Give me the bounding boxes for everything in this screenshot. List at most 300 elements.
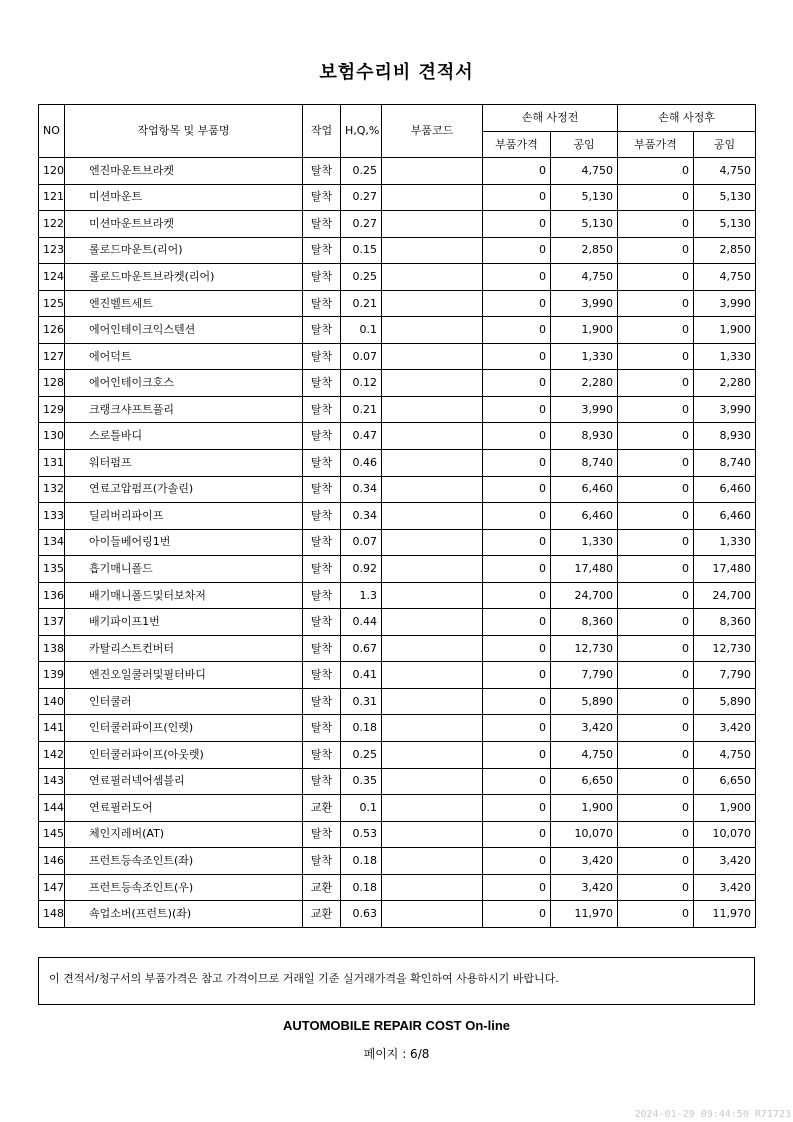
row-no: 125	[39, 290, 65, 317]
row-item-name: 미션마운트	[65, 184, 303, 211]
row-item-name: 배기매니폴드및터보차저	[65, 582, 303, 609]
row-before-part-price: 0	[483, 211, 551, 238]
row-before-part-price: 0	[483, 343, 551, 370]
row-work-type: 교환	[303, 901, 341, 928]
row-part-code	[382, 874, 483, 901]
table-row	[39, 874, 756, 901]
row-after-part-price: 0	[618, 343, 694, 370]
row-after-part-price: 0	[618, 158, 694, 185]
row-no: 130	[39, 423, 65, 450]
row-part-code	[382, 556, 483, 583]
row-item-name: 아이들베어링1번	[65, 529, 303, 556]
row-before-labor: 8,740	[551, 450, 618, 477]
row-no: 127	[39, 343, 65, 370]
table-row	[39, 343, 756, 370]
row-no: 129	[39, 396, 65, 423]
row-after-labor: 1,900	[694, 317, 756, 344]
row-hq: 0.1	[341, 795, 382, 822]
table-row	[39, 582, 756, 609]
row-before-labor: 3,420	[551, 848, 618, 875]
row-after-part-price: 0	[618, 211, 694, 238]
row-part-code	[382, 582, 483, 609]
row-work-type: 탈착	[303, 158, 341, 185]
row-before-part-price: 0	[483, 450, 551, 477]
row-before-part-price: 0	[483, 662, 551, 689]
row-after-part-price: 0	[618, 503, 694, 530]
row-item-name: 에어인테이크익스텐션	[65, 317, 303, 344]
row-no: 136	[39, 582, 65, 609]
row-no: 138	[39, 635, 65, 662]
row-work-type: 탈착	[303, 715, 341, 742]
table-row	[39, 503, 756, 530]
row-no: 148	[39, 901, 65, 928]
table-row	[39, 211, 756, 238]
row-before-labor: 12,730	[551, 635, 618, 662]
row-after-labor: 5,130	[694, 211, 756, 238]
row-work-type: 탈착	[303, 503, 341, 530]
row-item-name: 딜리버리파이프	[65, 503, 303, 530]
row-before-labor: 7,790	[551, 662, 618, 689]
row-before-part-price: 0	[483, 476, 551, 503]
row-item-name: 흡기매니폴드	[65, 556, 303, 583]
row-before-part-price: 0	[483, 821, 551, 848]
row-item-name: 엔진벨트세트	[65, 290, 303, 317]
row-after-labor: 10,070	[694, 821, 756, 848]
row-after-part-price: 0	[618, 184, 694, 211]
row-item-name: 쇽업소버(프런트)(좌)	[65, 901, 303, 928]
row-work-type: 탈착	[303, 529, 341, 556]
row-after-labor: 4,750	[694, 158, 756, 185]
row-no: 132	[39, 476, 65, 503]
row-hq: 0.35	[341, 768, 382, 795]
row-after-labor: 3,420	[694, 848, 756, 875]
row-after-labor: 3,420	[694, 874, 756, 901]
row-no: 146	[39, 848, 65, 875]
row-hq: 0.44	[341, 609, 382, 636]
row-hq: 0.18	[341, 715, 382, 742]
row-before-labor: 3,990	[551, 396, 618, 423]
row-part-code	[382, 742, 483, 769]
row-work-type: 탈착	[303, 635, 341, 662]
row-part-code	[382, 184, 483, 211]
row-hq: 0.18	[341, 848, 382, 875]
row-after-labor: 17,480	[694, 556, 756, 583]
row-after-labor: 8,740	[694, 450, 756, 477]
row-part-code	[382, 529, 483, 556]
row-no: 139	[39, 662, 65, 689]
row-before-part-price: 0	[483, 529, 551, 556]
row-hq: 0.21	[341, 290, 382, 317]
row-hq: 0.27	[341, 184, 382, 211]
row-after-part-price: 0	[618, 609, 694, 636]
row-part-code	[382, 370, 483, 397]
row-before-labor: 4,750	[551, 742, 618, 769]
table-row	[39, 290, 756, 317]
row-before-labor: 10,070	[551, 821, 618, 848]
row-before-part-price: 0	[483, 901, 551, 928]
row-before-labor: 8,360	[551, 609, 618, 636]
row-part-code	[382, 158, 483, 185]
table-row	[39, 237, 756, 264]
row-before-part-price: 0	[483, 582, 551, 609]
row-no: 126	[39, 317, 65, 344]
header-code: 부품코드	[382, 105, 483, 158]
row-after-labor: 1,330	[694, 343, 756, 370]
row-no: 134	[39, 529, 65, 556]
row-item-name: 엔진마운트브라켓	[65, 158, 303, 185]
header-no: NO	[39, 105, 65, 158]
table-row	[39, 795, 756, 822]
row-hq: 0.41	[341, 662, 382, 689]
row-hq: 0.63	[341, 901, 382, 928]
row-before-part-price: 0	[483, 264, 551, 291]
header-hq: H,Q,%	[341, 105, 382, 158]
row-no: 123	[39, 237, 65, 264]
row-after-part-price: 0	[618, 901, 694, 928]
table-row	[39, 450, 756, 477]
table-row	[39, 609, 756, 636]
row-before-labor: 6,460	[551, 476, 618, 503]
row-after-part-price: 0	[618, 848, 694, 875]
row-part-code	[382, 662, 483, 689]
row-item-name: 체인지레버(AT)	[65, 821, 303, 848]
row-work-type: 탈착	[303, 582, 341, 609]
row-before-labor: 4,750	[551, 264, 618, 291]
header-before: 손해 사정전	[483, 105, 618, 132]
row-work-type: 탈착	[303, 343, 341, 370]
row-before-labor: 3,990	[551, 290, 618, 317]
row-work-type: 탈착	[303, 556, 341, 583]
row-work-type: 탈착	[303, 423, 341, 450]
row-item-name: 프런트등속조인트(좌)	[65, 848, 303, 875]
row-hq: 0.07	[341, 343, 382, 370]
row-before-part-price: 0	[483, 609, 551, 636]
row-item-name: 에어인테이크호스	[65, 370, 303, 397]
row-item-name: 연료고압펌프(가솔린)	[65, 476, 303, 503]
row-work-type: 탈착	[303, 609, 341, 636]
row-item-name: 미션마운트브라켓	[65, 211, 303, 238]
table-row	[39, 635, 756, 662]
row-before-part-price: 0	[483, 503, 551, 530]
row-after-labor: 2,280	[694, 370, 756, 397]
row-part-code	[382, 768, 483, 795]
row-after-part-price: 0	[618, 450, 694, 477]
row-no: 121	[39, 184, 65, 211]
row-part-code	[382, 343, 483, 370]
row-hq: 0.07	[341, 529, 382, 556]
row-item-name: 연료필러도어	[65, 795, 303, 822]
row-after-part-price: 0	[618, 715, 694, 742]
row-after-labor: 8,930	[694, 423, 756, 450]
row-item-name: 배기파이프1번	[65, 609, 303, 636]
row-after-labor: 1,900	[694, 795, 756, 822]
row-work-type: 교환	[303, 795, 341, 822]
row-before-part-price: 0	[483, 317, 551, 344]
table-row	[39, 476, 756, 503]
row-after-part-price: 0	[618, 556, 694, 583]
table-row	[39, 848, 756, 875]
row-work-type: 교환	[303, 874, 341, 901]
row-hq: 0.25	[341, 264, 382, 291]
row-work-type: 탈착	[303, 662, 341, 689]
row-item-name: 엔진오일쿨러및필터바디	[65, 662, 303, 689]
row-after-part-price: 0	[618, 688, 694, 715]
row-hq: 0.53	[341, 821, 382, 848]
header-after-part-price: 부품가격	[618, 132, 694, 158]
row-hq: 0.67	[341, 635, 382, 662]
row-after-part-price: 0	[618, 264, 694, 291]
row-hq: 0.1	[341, 317, 382, 344]
row-before-labor: 2,280	[551, 370, 618, 397]
row-after-labor: 3,420	[694, 715, 756, 742]
row-before-labor: 3,420	[551, 715, 618, 742]
row-part-code	[382, 688, 483, 715]
row-before-labor: 8,930	[551, 423, 618, 450]
row-after-part-price: 0	[618, 635, 694, 662]
row-hq: 1.3	[341, 582, 382, 609]
row-part-code	[382, 715, 483, 742]
table-row	[39, 715, 756, 742]
row-before-labor: 2,850	[551, 237, 618, 264]
row-after-part-price: 0	[618, 662, 694, 689]
row-before-part-price: 0	[483, 688, 551, 715]
header-after: 손해 사정후	[618, 105, 756, 132]
row-hq: 0.31	[341, 688, 382, 715]
row-after-part-price: 0	[618, 742, 694, 769]
row-part-code	[382, 423, 483, 450]
row-item-name: 에어덕트	[65, 343, 303, 370]
row-part-code	[382, 635, 483, 662]
row-part-code	[382, 821, 483, 848]
row-after-part-price: 0	[618, 529, 694, 556]
row-item-name: 워터펌프	[65, 450, 303, 477]
price-notice: 이 견적서/청구서의 부품가격은 참고 가격이므로 거래일 기준 실거래가격을 확인하여 사용하시기 바랍니다.	[38, 957, 755, 1005]
row-item-name: 인터쿨러파이프(아웃렛)	[65, 742, 303, 769]
row-before-part-price: 0	[483, 742, 551, 769]
table-row	[39, 742, 756, 769]
row-part-code	[382, 290, 483, 317]
header-item: 작업항목 및 부품명	[65, 105, 303, 158]
row-hq: 0.15	[341, 237, 382, 264]
row-item-name: 인터쿨러파이프(인렛)	[65, 715, 303, 742]
row-work-type: 탈착	[303, 476, 341, 503]
row-before-part-price: 0	[483, 874, 551, 901]
row-part-code	[382, 848, 483, 875]
row-before-labor: 11,970	[551, 901, 618, 928]
row-before-part-price: 0	[483, 768, 551, 795]
row-after-part-price: 0	[618, 290, 694, 317]
row-after-labor: 3,990	[694, 396, 756, 423]
estimate-table	[38, 104, 756, 928]
row-before-part-price: 0	[483, 635, 551, 662]
row-part-code	[382, 795, 483, 822]
header-before-labor: 공임	[551, 132, 618, 158]
row-after-labor: 8,360	[694, 609, 756, 636]
table-row	[39, 317, 756, 344]
row-before-labor: 1,330	[551, 529, 618, 556]
row-part-code	[382, 264, 483, 291]
row-before-part-price: 0	[483, 370, 551, 397]
row-before-labor: 1,900	[551, 795, 618, 822]
row-before-labor: 5,890	[551, 688, 618, 715]
row-no: 120	[39, 158, 65, 185]
row-after-part-price: 0	[618, 317, 694, 344]
header-before-part-price: 부품가격	[483, 132, 551, 158]
table-row	[39, 370, 756, 397]
row-no: 131	[39, 450, 65, 477]
row-hq: 0.34	[341, 476, 382, 503]
row-after-labor: 4,750	[694, 742, 756, 769]
table-row	[39, 396, 756, 423]
row-item-name: 카탈리스트컨버터	[65, 635, 303, 662]
row-item-name: 크랭크샤프트풀리	[65, 396, 303, 423]
estimate-rows	[39, 158, 756, 928]
row-no: 122	[39, 211, 65, 238]
row-no: 124	[39, 264, 65, 291]
document-title: 보험수리비 견적서	[319, 62, 474, 83]
row-before-part-price: 0	[483, 290, 551, 317]
row-no: 128	[39, 370, 65, 397]
row-before-labor: 6,650	[551, 768, 618, 795]
row-hq: 0.47	[341, 423, 382, 450]
table-row	[39, 901, 756, 928]
table-row	[39, 556, 756, 583]
print-timestamp: 2024-01-29 09:44:50 R71723	[634, 1109, 791, 1120]
row-after-part-price: 0	[618, 874, 694, 901]
row-after-labor: 4,750	[694, 264, 756, 291]
table-row	[39, 264, 756, 291]
row-after-labor: 7,790	[694, 662, 756, 689]
row-work-type: 탈착	[303, 821, 341, 848]
row-no: 143	[39, 768, 65, 795]
row-hq: 0.46	[341, 450, 382, 477]
row-part-code	[382, 476, 483, 503]
row-hq: 0.25	[341, 742, 382, 769]
row-work-type: 탈착	[303, 742, 341, 769]
row-part-code	[382, 396, 483, 423]
row-after-labor: 6,650	[694, 768, 756, 795]
header-work: 작업	[303, 105, 341, 158]
table-row	[39, 688, 756, 715]
table-row	[39, 768, 756, 795]
row-part-code	[382, 450, 483, 477]
row-no: 142	[39, 742, 65, 769]
row-before-part-price: 0	[483, 423, 551, 450]
row-after-part-price: 0	[618, 396, 694, 423]
row-no: 147	[39, 874, 65, 901]
row-part-code	[382, 211, 483, 238]
row-part-code	[382, 317, 483, 344]
row-before-part-price: 0	[483, 396, 551, 423]
row-after-labor: 3,990	[694, 290, 756, 317]
row-work-type: 탈착	[303, 211, 341, 238]
row-work-type: 탈착	[303, 290, 341, 317]
table-row	[39, 529, 756, 556]
row-after-labor: 6,460	[694, 503, 756, 530]
row-before-labor: 17,480	[551, 556, 618, 583]
row-part-code	[382, 901, 483, 928]
row-work-type: 탈착	[303, 264, 341, 291]
row-after-part-price: 0	[618, 768, 694, 795]
row-before-labor: 5,130	[551, 184, 618, 211]
row-before-part-price: 0	[483, 184, 551, 211]
row-item-name: 프런트등속조인트(우)	[65, 874, 303, 901]
row-after-part-price: 0	[618, 423, 694, 450]
row-no: 140	[39, 688, 65, 715]
row-hq: 0.34	[341, 503, 382, 530]
row-before-labor: 5,130	[551, 211, 618, 238]
table-row	[39, 423, 756, 450]
row-part-code	[382, 609, 483, 636]
row-after-part-price: 0	[618, 370, 694, 397]
row-after-labor: 1,330	[694, 529, 756, 556]
row-before-part-price: 0	[483, 795, 551, 822]
row-after-part-price: 0	[618, 821, 694, 848]
row-work-type: 탈착	[303, 450, 341, 477]
table-row	[39, 821, 756, 848]
row-before-labor: 1,900	[551, 317, 618, 344]
row-after-labor: 5,130	[694, 184, 756, 211]
row-work-type: 탈착	[303, 768, 341, 795]
row-no: 135	[39, 556, 65, 583]
row-before-part-price: 0	[483, 237, 551, 264]
row-before-part-price: 0	[483, 158, 551, 185]
row-work-type: 탈착	[303, 317, 341, 344]
row-part-code	[382, 503, 483, 530]
row-no: 133	[39, 503, 65, 530]
row-work-type: 탈착	[303, 688, 341, 715]
table-row	[39, 184, 756, 211]
row-after-labor: 24,700	[694, 582, 756, 609]
row-after-labor: 2,850	[694, 237, 756, 264]
row-after-part-price: 0	[618, 476, 694, 503]
table-row	[39, 158, 756, 185]
row-before-part-price: 0	[483, 848, 551, 875]
row-work-type: 탈착	[303, 184, 341, 211]
row-after-part-price: 0	[618, 795, 694, 822]
row-hq: 0.18	[341, 874, 382, 901]
row-item-name: 연료필러넥어셈블리	[65, 768, 303, 795]
row-before-labor: 24,700	[551, 582, 618, 609]
row-hq: 0.21	[341, 396, 382, 423]
row-after-labor: 11,970	[694, 901, 756, 928]
row-part-code	[382, 237, 483, 264]
row-work-type: 탈착	[303, 370, 341, 397]
row-hq: 0.12	[341, 370, 382, 397]
table-row	[39, 662, 756, 689]
row-before-labor: 3,420	[551, 874, 618, 901]
row-item-name: 롤로드마운트(리어)	[65, 237, 303, 264]
row-no: 141	[39, 715, 65, 742]
row-after-labor: 12,730	[694, 635, 756, 662]
row-no: 137	[39, 609, 65, 636]
row-item-name: 인터쿨러	[65, 688, 303, 715]
row-before-labor: 6,460	[551, 503, 618, 530]
row-before-part-price: 0	[483, 556, 551, 583]
row-before-labor: 4,750	[551, 158, 618, 185]
page-number: 페이지 : 6/8	[363, 1047, 430, 1061]
row-no: 144	[39, 795, 65, 822]
row-hq: 0.92	[341, 556, 382, 583]
row-after-labor: 5,890	[694, 688, 756, 715]
row-after-part-price: 0	[618, 237, 694, 264]
row-hq: 0.25	[341, 158, 382, 185]
row-work-type: 탈착	[303, 396, 341, 423]
header-after-labor: 공임	[694, 132, 756, 158]
row-work-type: 탈착	[303, 237, 341, 264]
footer-brand: AUTOMOBILE REPAIR COST On-line	[282, 1018, 511, 1033]
row-before-part-price: 0	[483, 715, 551, 742]
